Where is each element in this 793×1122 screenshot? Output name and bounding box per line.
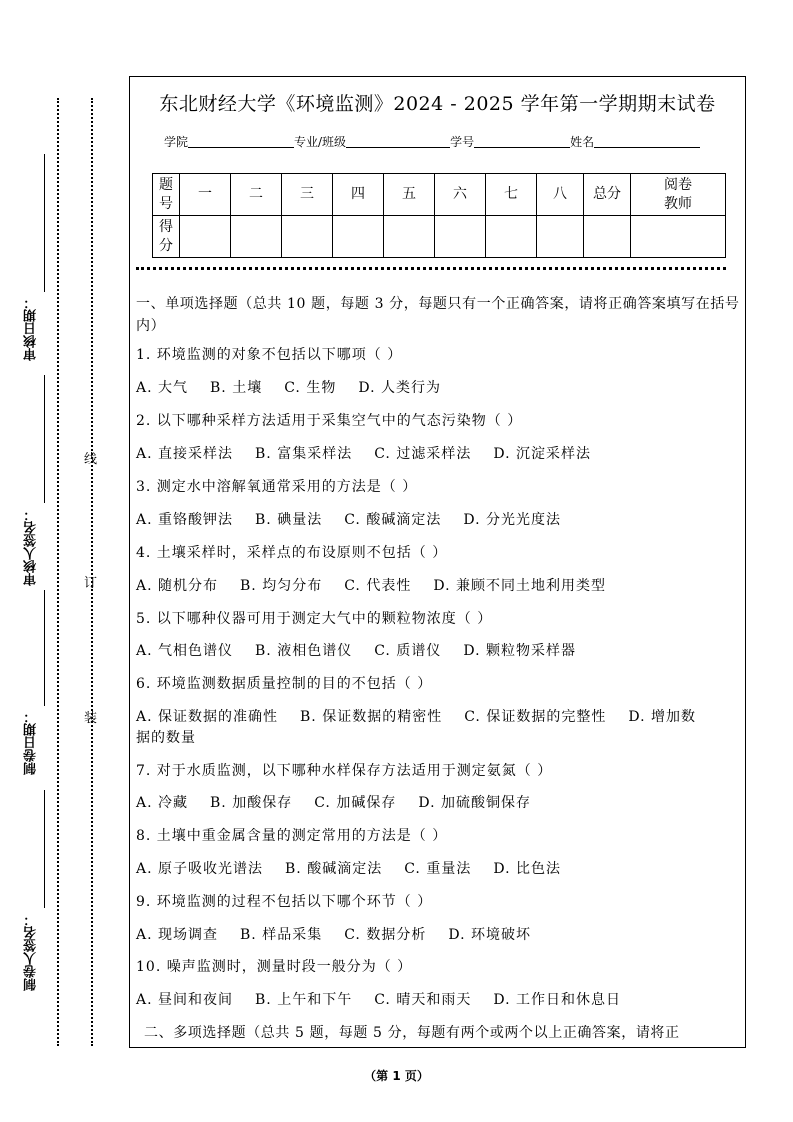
reviewer-signature-line[interactable]: [44, 375, 45, 503]
option-d[interactable]: D. 颗粒物采样器: [463, 643, 576, 659]
name-label: 姓名: [570, 135, 595, 149]
binding-char-line: 线: [84, 452, 98, 467]
question-4-options: [136, 576, 606, 596]
question-1-options: [136, 378, 441, 398]
option-d[interactable]: D. 增加数: [628, 709, 696, 725]
score-cell[interactable]: [435, 216, 486, 258]
option-c[interactable]: C. 代表性: [344, 578, 412, 594]
option-d[interactable]: D. 比色法: [493, 861, 561, 877]
option-c[interactable]: C. 数据分析: [344, 927, 427, 943]
option-c[interactable]: C. 酸碱滴定法: [344, 512, 442, 528]
review-date-line[interactable]: [44, 154, 45, 292]
question-10-options: [136, 990, 621, 1010]
option-b[interactable]: B. 均匀分布: [240, 578, 323, 594]
student-id-field[interactable]: [474, 135, 570, 148]
option-b[interactable]: B. 土壤: [210, 380, 263, 396]
binding-char-staple: 订: [84, 576, 98, 591]
prepare-date-label: 制卷日期：: [24, 710, 39, 775]
question-10-stem: 10. 噪声监测时，测量时段一般分为（ ）: [136, 959, 413, 975]
header-separator: [136, 267, 726, 270]
option-d[interactable]: D. 人类行为: [358, 380, 441, 396]
option-a[interactable]: A. 保证数据的准确性: [136, 709, 279, 725]
option-b[interactable]: B. 样品采集: [240, 927, 323, 943]
option-a[interactable]: A. 气相色谱仪: [136, 643, 234, 659]
score-label: 得 分: [153, 216, 180, 258]
binding-char-bind: 装: [84, 711, 98, 726]
exam-title: 东北财经大学《环境监测》2024 - 2025 学年第一学期期末试卷: [159, 93, 716, 115]
col-2: 二: [231, 174, 282, 216]
option-b[interactable]: B. 上午和下午: [255, 992, 353, 1008]
score-cell[interactable]: [384, 216, 435, 258]
student-info-row: [164, 133, 700, 150]
col-6: 六: [435, 174, 486, 216]
option-a[interactable]: A. 直接采样法: [136, 446, 234, 462]
name-field[interactable]: [594, 135, 700, 148]
option-c[interactable]: C. 加碱保存: [314, 795, 397, 811]
option-a[interactable]: A. 重铬酸钾法: [136, 512, 234, 528]
college-field[interactable]: [188, 135, 294, 148]
option-c[interactable]: C. 保证数据的完整性: [464, 709, 607, 725]
question-9-options: [136, 925, 531, 945]
option-b[interactable]: B. 保证数据的精密性: [300, 709, 443, 725]
preparer-signature-line[interactable]: [44, 790, 45, 908]
score-cell-total[interactable]: [584, 216, 631, 258]
col-4: 四: [333, 174, 384, 216]
option-b[interactable]: B. 液相色谱仪: [255, 643, 353, 659]
option-d[interactable]: D. 兼顾不同土地利用类型: [433, 578, 606, 594]
section2-heading: 二、多项选择题（总共 5 题，每题 5 分，每题有两个或两个以上正确答案，请将正: [144, 1025, 680, 1041]
question-3-options: [136, 510, 561, 530]
review-date-label: 审核日期：: [24, 296, 39, 361]
major-class-field[interactable]: [346, 135, 450, 148]
option-b[interactable]: B. 加酸保存: [210, 795, 293, 811]
option-b[interactable]: B. 酸碱滴定法: [285, 861, 383, 877]
reviewer-cell[interactable]: [631, 216, 726, 258]
score-cell[interactable]: [486, 216, 537, 258]
section1-heading: 一、单项选择题（总共 10 题，每题 3 分，每题只有一个正确答案，请将正确答案填写在括号内）: [136, 296, 740, 334]
score-cell[interactable]: [537, 216, 584, 258]
college-label: 学院: [164, 135, 189, 149]
question-8-stem: 8. 土壤中重金属含量的测定常用的方法是（ ）: [136, 828, 448, 844]
option-d[interactable]: D. 沉淀采样法: [493, 446, 591, 462]
question-4-stem: 4. 土壤采样时，采样点的布设原则不包括（ ）: [136, 545, 448, 561]
question-3-stem: 3. 测定水中溶解氧通常采用的方法是（ ）: [136, 479, 418, 495]
col-7: 七: [486, 174, 537, 216]
col-5: 五: [384, 174, 435, 216]
option-a[interactable]: A. 昼间和夜间: [136, 992, 234, 1008]
question-number-label: 题 号: [153, 174, 180, 216]
score-cell[interactable]: [180, 216, 231, 258]
col-3: 三: [282, 174, 333, 216]
option-d[interactable]: D. 工作日和休息日: [493, 992, 621, 1008]
option-a[interactable]: A. 现场调查: [136, 927, 219, 943]
col-total: 总分: [584, 174, 631, 216]
binding-dotted-line-inner: [57, 98, 59, 1046]
question-8-options: [136, 859, 561, 879]
score-cell[interactable]: [333, 216, 384, 258]
score-table-header-row: [153, 174, 726, 216]
question-1-stem: 1. 环境监测的对象不包括以下哪项（ ）: [136, 347, 403, 363]
prepare-date-line[interactable]: [44, 590, 45, 706]
page-number: （第 1 页）: [364, 1069, 429, 1083]
score-table-score-row: [153, 216, 726, 258]
option-a[interactable]: A. 冷藏: [136, 795, 189, 811]
col-8: 八: [537, 174, 584, 216]
question-5-options: [136, 641, 576, 661]
option-c[interactable]: C. 质谱仪: [374, 643, 442, 659]
preparer-signature-label: 制卷人签名：: [24, 913, 39, 991]
question-6-stem: 6. 环境监测数据质量控制的目的不包括（ ）: [136, 676, 433, 692]
option-c[interactable]: C. 重量法: [404, 861, 472, 877]
reviewer-label: 阅卷 教师: [631, 174, 726, 216]
option-a[interactable]: A. 大气: [136, 380, 189, 396]
option-c[interactable]: C. 过滤采样法: [374, 446, 472, 462]
reviewer-signature-label: 审核人签名：: [24, 508, 39, 586]
question-2-stem: 2. 以下哪种采样方法适用于采集空气中的气态污染物（ ）: [136, 413, 523, 429]
exam-frame: [129, 76, 746, 1048]
col-1: 一: [180, 174, 231, 216]
score-table: [152, 173, 726, 258]
option-b[interactable]: B. 富集采样法: [255, 446, 353, 462]
option-c[interactable]: C. 生物: [284, 380, 337, 396]
option-d[interactable]: D. 分光光度法: [463, 512, 561, 528]
question-9-stem: 9. 环境监测的过程不包括以下哪个环节（ ）: [136, 894, 433, 910]
option-c[interactable]: C. 晴天和雨天: [374, 992, 472, 1008]
question-6-option-d-continuation: 据的数量: [136, 730, 196, 746]
score-cell[interactable]: [231, 216, 282, 258]
option-a[interactable]: A. 随机分布: [136, 578, 219, 594]
question-5-stem: 5. 以下哪种仪器可用于测定大气中的颗粒物浓度（ ）: [136, 611, 493, 627]
question-7-stem: 7. 对于水质监测，以下哪种水样保存方法适用于测定氨氮（ ）: [136, 763, 553, 779]
student-id-label: 学号: [450, 135, 475, 149]
question-7-options: [136, 793, 531, 813]
option-a[interactable]: A. 原子吸收光谱法: [136, 861, 264, 877]
question-2-options: [136, 444, 591, 464]
option-d[interactable]: D. 环境破坏: [448, 927, 531, 943]
option-b[interactable]: B. 碘量法: [255, 512, 323, 528]
question-6-options: [136, 707, 696, 727]
option-d[interactable]: D. 加硫酸铜保存: [418, 795, 531, 811]
major-class-label: 专业/班级: [294, 135, 347, 149]
score-cell[interactable]: [282, 216, 333, 258]
